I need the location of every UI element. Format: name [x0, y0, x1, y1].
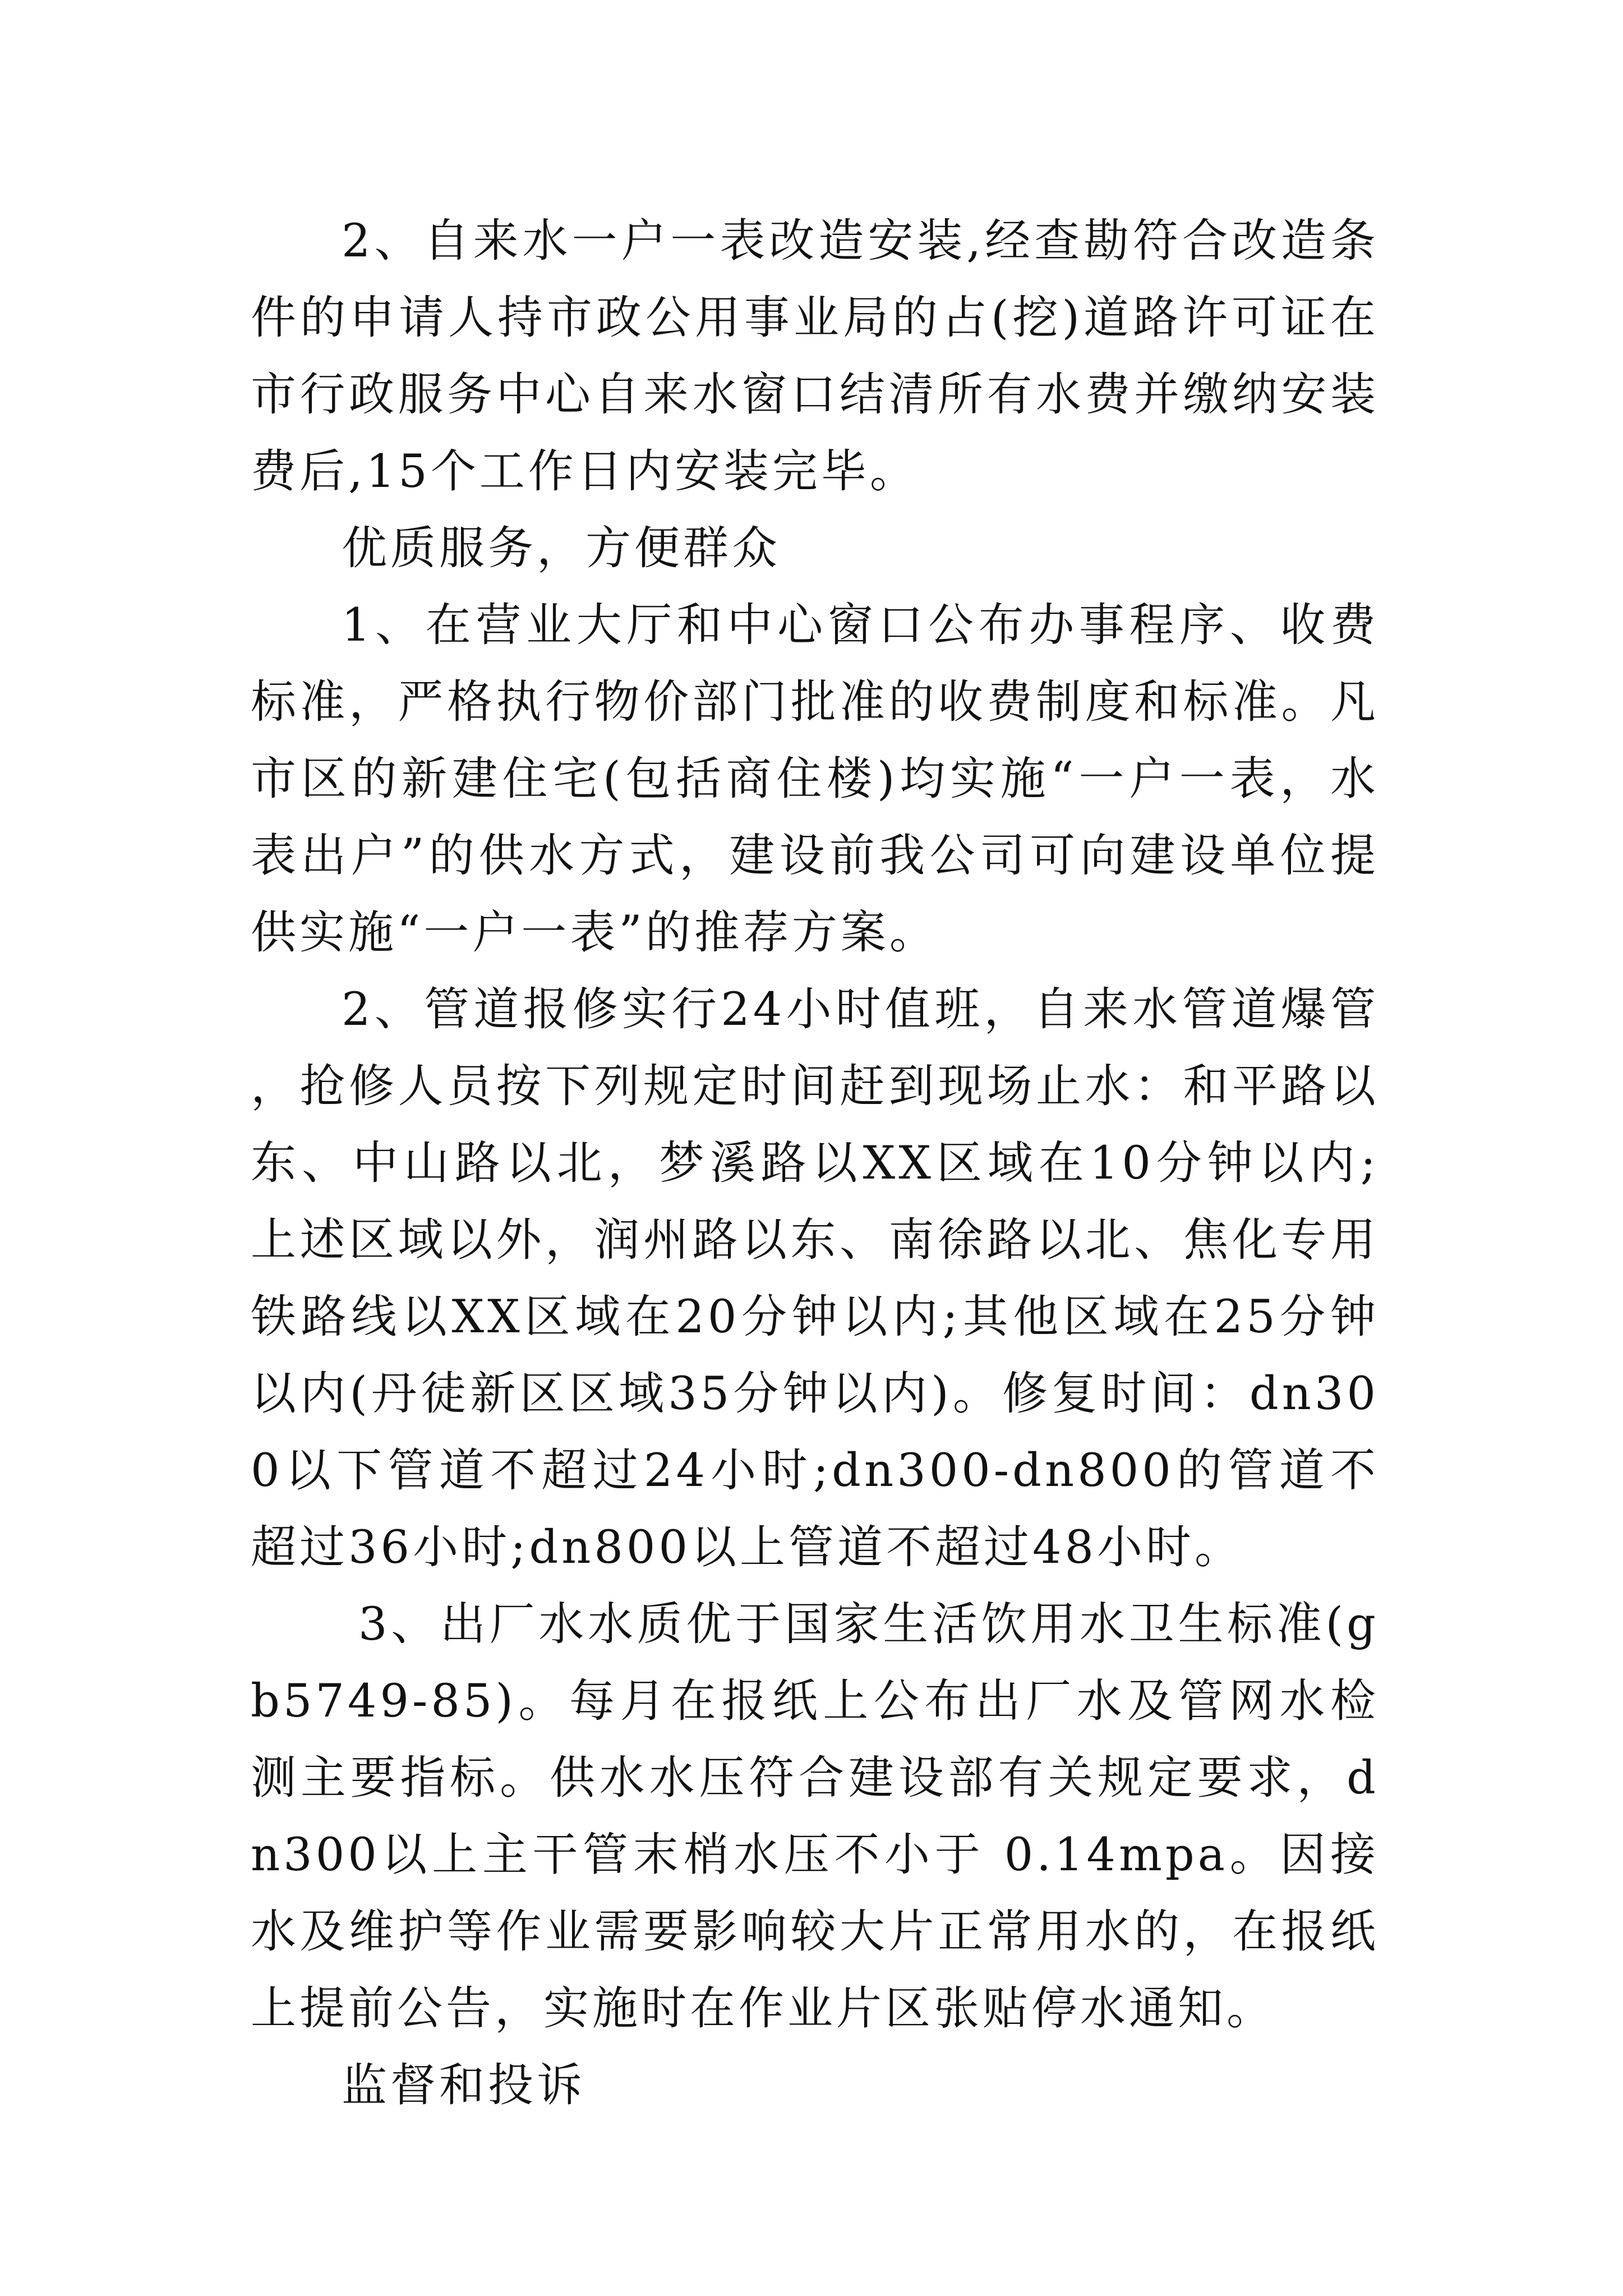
- paragraph-meter-renovation: 2、自来水一户一表改造安装,经查勘符合改造条件的申请人持市政公用事业局的占(挖)道路许可证在市行政服务中心自来水窗口结清所有水费并缴纳安装费后,15个工作日内安装完毕。: [251, 215, 1379, 498]
- section-heading-quality-service: 优质服务，方便群众: [342, 522, 781, 575]
- paragraph-pipe-repair: 2、管道报修实行24小时值班，自来水管道爆管，抢修人员按下列规定时间赶到现场止水：和平路以东、中山路以北，梦溪路以XX区域在10分钟以内;上述区域以外，润州路以东、南徐路以北、焦化专用铁路线以XX区域在20分钟以内;其他区域在25分钟以内(丹徒新区区域35分钟以内)。修复时间：dn300以下管道不超过24小时;dn300-dn800的管道不超过36小时;dn800以上管道不超过48小时。: [251, 983, 1379, 1574]
- paragraph-water-quality: 3、出厂水水质优于国家生活饮用水卫生标准(gb5749-85)。每月在报纸上公布出厂水及管网水检测主要指标。供水水压符合建设部有关规定要求，dn300以上主干管末梢水压不小于 0.14mpa。因接水及维护等作业需要影响较大片正常用水的，在报纸上提前公告，实施时在作业片区张贴停水通知。: [251, 1598, 1379, 2035]
- document-body: [251, 203, 1379, 2124]
- paragraph-fee-standards: 1、在营业大厅和中心窗口公布办事程序、收费标准，严格执行物价部门批准的收费制度和标准。凡市区的新建住宅(包括商住楼)均实施“一户一表，水表出户”的供水方式，建设前我公司可向建设单位提供实施“一户一表”的推荐方案。: [251, 599, 1379, 959]
- section-heading-supervision: 监督和投诉: [342, 2059, 586, 2112]
